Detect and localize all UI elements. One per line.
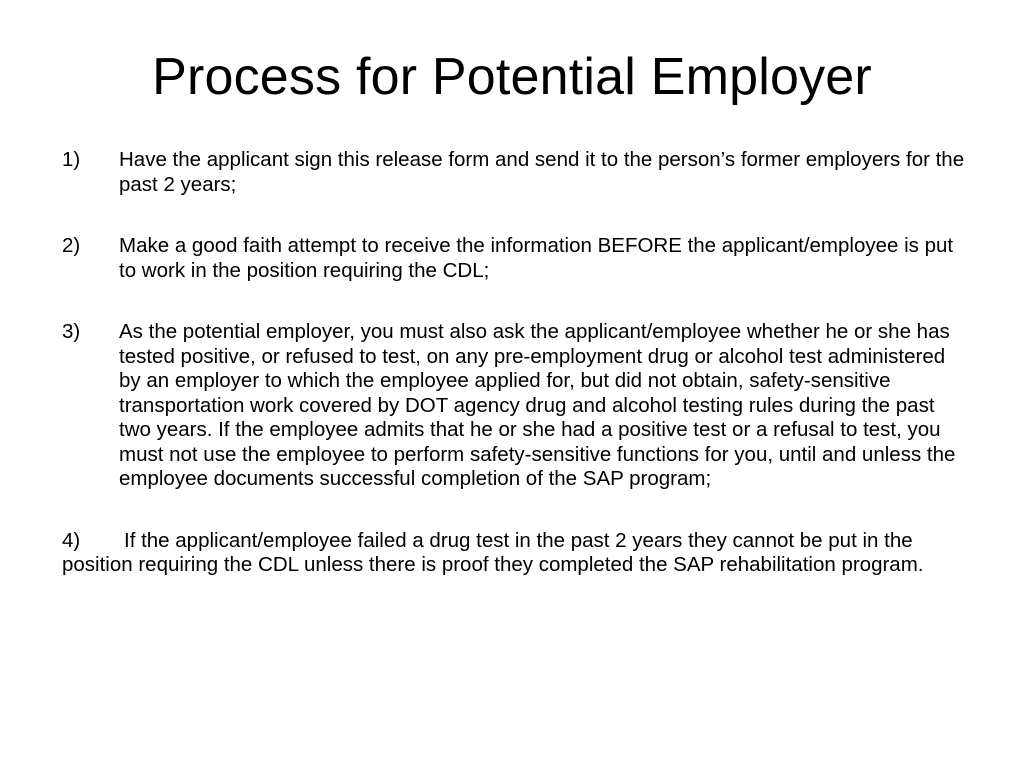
numbered-list [62, 148, 972, 615]
list-item-number: 3) [62, 320, 81, 343]
slide-title: Process for Potential Employer [152, 48, 872, 106]
list-item-2 [62, 234, 972, 283]
list-item-number: 2) [62, 234, 81, 257]
list-item-3 [62, 320, 972, 492]
list-item-1 [62, 148, 972, 197]
list-item-number: 4) [62, 528, 81, 552]
list-item-text: Make a good faith attempt to receive the information BEFORE the applicant/employee is put to work in the position requiring the CDL; [119, 234, 954, 282]
list-item-text: As the potential employer, you must also ask the applicant/employee whether he or she has tested positive, or refused to test, on any pre-employment drug or alcohol test administered by an employer to which the employee applied for, but did not obtain, safety-sensitive transportation work covered by DOT agency drug and alcohol testing rules during the past two years. If the employee admits that he or she had a positive test or a refusal to test, you must not use the employee to perform safety-sensitive functions for you, until and unless the employee documents successful completion of the SAP program; [119, 320, 956, 490]
list-item-text: If the applicant/employee failed a drug test in the past 2 years they cannot be put in the position requiring the CDL unless there is proof they completed the SAP rehabilitation program. [62, 528, 924, 576]
list-item-number: 1) [62, 148, 81, 171]
list-item-text: Have the applicant sign this release form and send it to the person’s former employers for the past 2 years; [119, 148, 965, 196]
list-item-4 [62, 529, 972, 578]
